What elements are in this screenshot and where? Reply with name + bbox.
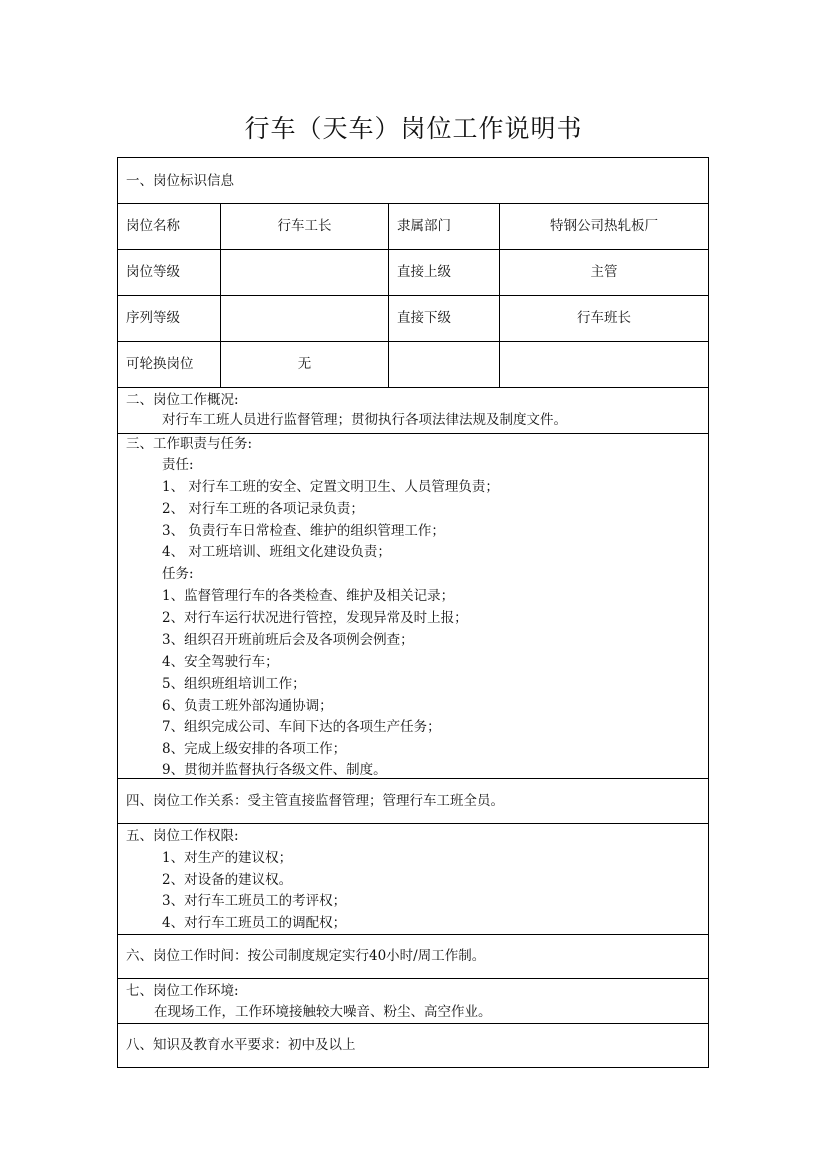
task-item: 3、组织召开班前班后会及各项例会例查； bbox=[162, 632, 414, 648]
section-3 bbox=[118, 434, 708, 779]
task-item: 6、负责工班外部沟通协调； bbox=[162, 698, 333, 714]
job-description-table bbox=[117, 157, 709, 1068]
section-8-text: 八、知识及教育水平要求：初中及以上 bbox=[126, 1037, 356, 1053]
authority-item: 3、对行车工班员工的考评权； bbox=[162, 893, 347, 909]
info-row bbox=[118, 250, 708, 296]
info-value: 无 bbox=[220, 342, 388, 387]
info-label bbox=[388, 342, 499, 387]
info-label: 序列等级 bbox=[126, 310, 180, 326]
section-7-heading: 七、岗位工作环境: bbox=[126, 983, 239, 999]
section-2 bbox=[118, 388, 708, 434]
info-value: 特钢公司热轧板厂 bbox=[499, 204, 708, 249]
section-7 bbox=[118, 979, 708, 1024]
authority-item: 4、对行车工班员工的调配权； bbox=[162, 915, 347, 931]
task-item: 9、贯彻并监督执行各级文件、制度。 bbox=[162, 762, 387, 778]
info-label: 可轮换岗位 bbox=[126, 356, 194, 372]
task-item: 2、对行车运行状况进行管控，发现异常及时上报； bbox=[162, 610, 468, 626]
info-value: 行车工长 bbox=[220, 204, 388, 249]
info-value bbox=[220, 250, 388, 295]
task-item: 4、安全驾驶行车； bbox=[162, 654, 279, 670]
info-row bbox=[118, 296, 708, 342]
section-2-text: 对行车工班人员进行监督管理；贯彻执行各项法律法规及制度文件。 bbox=[162, 412, 567, 428]
info-label: 直接上级 bbox=[388, 250, 499, 295]
info-value: 行车班长 bbox=[499, 296, 708, 341]
authority-item: 2、对设备的建议权。 bbox=[162, 872, 293, 888]
section-3-heading: 三、工作职责与任务: bbox=[126, 436, 253, 452]
section-6 bbox=[118, 935, 708, 979]
task-item: 7、组织完成公司、车间下达的各项生产任务； bbox=[162, 719, 441, 735]
duty-item: 4、 对工班培训、班组文化建设负责； bbox=[162, 544, 391, 560]
section-4-text: 四、岗位工作关系：受主管直接监督管理；管理行车工班全员。 bbox=[126, 793, 504, 809]
page-title: 行车（天车）岗位工作说明书 bbox=[244, 114, 583, 143]
info-label: 直接下级 bbox=[388, 296, 499, 341]
info-label: 岗位等级 bbox=[126, 264, 180, 280]
section-8 bbox=[118, 1024, 708, 1067]
duty-item: 1、 对行车工班的安全、定置文明卫生、人员管理负责； bbox=[162, 479, 499, 495]
section-7-text: 在现场工作，工作环境接触较大噪音、粉尘、高空作业。 bbox=[154, 1004, 492, 1020]
info-row bbox=[118, 342, 708, 388]
section-5 bbox=[118, 824, 708, 935]
section-5-heading: 五、岗位工作权限: bbox=[126, 828, 239, 844]
info-label: 岗位名称 bbox=[126, 218, 180, 234]
section-6-text: 六、岗位工作时间：按公司制度规定实行40小时/周工作制。 bbox=[126, 948, 486, 964]
section-1-heading: 一、岗位标识信息 bbox=[126, 173, 234, 189]
section-4 bbox=[118, 779, 708, 824]
task-item: 5、组织班组培训工作； bbox=[162, 676, 306, 692]
section-2-heading: 二、岗位工作概况: bbox=[126, 392, 239, 408]
info-row bbox=[118, 204, 708, 250]
info-value bbox=[220, 296, 388, 341]
duty-item: 3、 负责行车日常检查、维护的组织管理工作； bbox=[162, 523, 445, 539]
section-1-heading-row bbox=[118, 158, 708, 204]
authority-item: 1、对生产的建议权； bbox=[162, 850, 293, 866]
info-label: 隶属部门 bbox=[388, 204, 499, 249]
task-item: 1、监督管理行车的各类检查、维护及相关记录； bbox=[162, 588, 455, 604]
duty-heading: 责任: bbox=[162, 457, 194, 473]
info-value bbox=[499, 342, 708, 387]
task-item: 8、完成上级安排的各项工作； bbox=[162, 741, 347, 757]
info-value: 主管 bbox=[499, 250, 708, 295]
task-heading: 任务: bbox=[162, 566, 194, 582]
duty-item: 2、 对行车工班的各项记录负责； bbox=[162, 501, 364, 517]
